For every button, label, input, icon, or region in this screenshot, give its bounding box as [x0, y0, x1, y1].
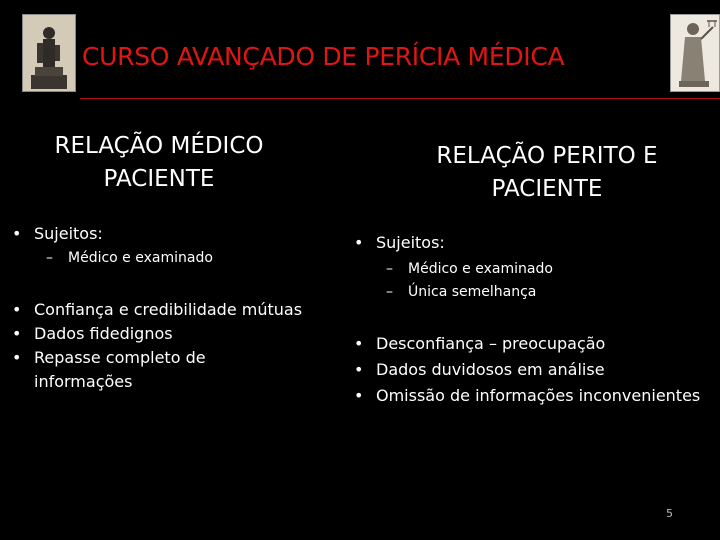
slide-title: CURSO AVANÇADO DE PERÍCIA MÉDICA	[82, 42, 565, 71]
sub-bullet-dash: –	[386, 284, 393, 300]
bullet-dot: •	[354, 360, 364, 379]
bullet-dot: •	[354, 233, 364, 252]
right-subject-bullet	[354, 231, 445, 255]
right-column-heading	[392, 140, 702, 206]
left-sub-item-text: Médico e examinado	[68, 250, 213, 266]
right-bullet	[354, 358, 605, 382]
bullet-dot: •	[354, 334, 364, 353]
bullet-dot: •	[354, 386, 364, 405]
left-sub-item	[46, 247, 213, 269]
page-number: 5	[666, 507, 673, 520]
bullet-dot: •	[12, 224, 22, 243]
right-bullet	[354, 384, 701, 408]
right-bullet-text: Omissão de informações inconvenientes	[376, 386, 701, 405]
left-bullet	[12, 322, 173, 346]
left-heading-line-1: RELAÇÃO MÉDICO	[54, 133, 264, 159]
left-bullet	[12, 298, 303, 322]
right-heading-line-1: RELAÇÃO PERITO E	[436, 143, 658, 169]
left-bullet-text: Repasse completo de	[34, 348, 206, 367]
right-subject-label: Sujeitos:	[376, 233, 445, 252]
bullet-dot: •	[12, 300, 22, 319]
left-bullet-text: informações	[34, 372, 133, 391]
right-sub-item-text: Médico e examinado	[408, 261, 553, 277]
statue-icon	[23, 15, 75, 91]
sub-bullet-dash: –	[386, 261, 393, 277]
right-heading-line-2: PACIENTE	[491, 176, 603, 202]
right-sub-item-text: Única semelhança	[408, 284, 537, 300]
left-subject-label: Sujeitos:	[34, 224, 103, 243]
left-subject-bullet	[12, 222, 103, 246]
statue-logo-left	[22, 14, 76, 92]
sub-bullet-dash: –	[46, 250, 53, 266]
right-sub-item	[386, 258, 553, 280]
bullet-dot: •	[12, 348, 22, 367]
left-bullet-text: Dados fidedignos	[34, 324, 173, 343]
right-sub-item	[386, 281, 537, 303]
right-bullet-text: Desconfiança – preocupação	[376, 334, 606, 353]
right-bullet-text: Dados duvidosos em análise	[376, 360, 605, 379]
left-bullet-text: Confiança e credibilidade mútuas	[34, 300, 303, 319]
left-heading-line-2: PACIENTE	[103, 166, 215, 192]
right-bullet	[354, 332, 606, 356]
left-column-heading	[20, 130, 298, 196]
bullet-dot: •	[12, 324, 22, 343]
left-bullet	[12, 346, 206, 370]
title-divider	[80, 98, 720, 99]
left-bullet-continuation	[34, 370, 132, 394]
